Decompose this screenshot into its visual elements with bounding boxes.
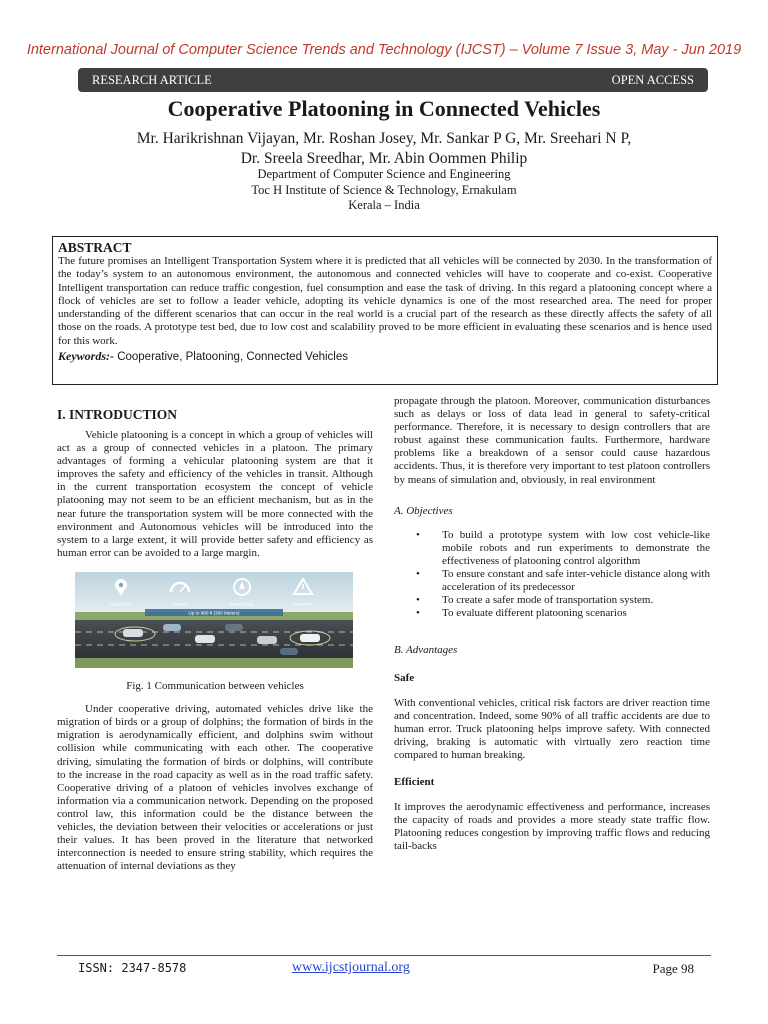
objective-1: To build a prototype system with low cost vehicle-like mobile robots and run experiments to demonstrate the effectiveness of platooning control algorithm (442, 528, 710, 567)
footer (78, 961, 694, 979)
safe-heading: Safe (394, 671, 415, 684)
car-3 (195, 635, 215, 643)
affiliation-institute: Toc H Institute of Science & Technology, Ernakulam (251, 182, 517, 197)
authors-line-1: Mr. Harikrishnan Vijayan, Mr. Roshan Josey, Mr. Sankar P G, Mr. Sreehari N P, (136, 130, 632, 147)
efficient-paragraph: It improves the aerodynamic effectiveness and performance, increases the capacity of roads and provides a more steady state traffic flow. Platooning reduces congestion by improving traffic flows and reducing tail-backs (394, 801, 710, 853)
abstract-text: The future promises an Intelligent Transportation System where it is predicted that all vehicles will be connected by 2030. In the transformation of the today’s system to an autonomous environment, the autonomous and connected vehicles will have to cooperate and co-exist. Cooperative Intelligent transportation can reduce traffic congestion, fuel consumption and ease the task of driving. In this regard a platooning concept where a flock of vehicles are set to follow a leader vehicle, adopting its vehicle dynamics is one of the most researched area. The need for proper understanding of the different scenarios that can occur in the real world is a crucial part of the research as these directly affects the safety of all those on the roads. A prototype test bed, due to low cost and scalability proved to be more efficient in evaluating these scenarios and is hence used for this work. (58, 255, 712, 347)
abstract-box (52, 236, 718, 385)
bullet-icon: • (416, 568, 420, 581)
figure-communication-vehicles (75, 572, 353, 668)
intro-paragraph-2: Under cooperative driving, automated vehicles drive like the migration of birds or a group of dolphins; the formation of birds in the migration is aerodynamically efficient, and dolphins swim without collision while communicating with each other. The cooperative driving, simulating the formation of birds or dolphins, will contribute to the increase in the road capacity as well as in the road traffic safety. Cooperative driving of a platoon of vehicles involves exchange of information via a communication network. Depending on the proposed control law, this information could be the distance between the vehicles, the deviation between their velocities or accelerations or just their values. It has been proved in the literature that networked interconnection is needed to ensure string stability, which requires the attenuation of internal deviations as they (57, 703, 373, 873)
abstract-heading: ABSTRACT (58, 240, 132, 255)
paper-title: Cooperative Platooning in Connected Vehicles (167, 96, 601, 121)
keywords-text: Cooperative, Platooning, Connected Vehicles (114, 351, 348, 364)
objective-2: To ensure constant and safe inter-vehicle distance along with acceleration of its predecessor (442, 568, 710, 594)
advantages-heading: B. Advantages (394, 644, 458, 657)
right-column (394, 395, 710, 854)
car-5 (257, 636, 277, 644)
efficient-heading: Efficient (394, 776, 435, 789)
objective-4: To evaluate different platooning scenarios (442, 607, 627, 620)
bullet-icon: • (416, 528, 420, 541)
authors-line-2: Dr. Sreela Sreedhar, Mr. Abin Oommen Philip (240, 150, 528, 167)
continuation-paragraph: propagate through the platoon. Moreover, communication disturbances such as delays or loss of data lead in general to safety-critical performance. Therefore, it is necessary to design controllers that are robust against these communication faults. Furthermore, hardware problems like a breakdown of a sensor could cause hazardous accidents. Thus, it is therefore very important to test platoon controllers by means of simulation and, obviously, in real environment (394, 395, 710, 486)
left-column (57, 395, 373, 873)
journal-header: International Journal of Computer Science Trends and Technology (IJCST) – Volume 7 Issue 3, May - Jun 2019 (26, 42, 742, 58)
authors (0, 129, 768, 169)
car-4 (225, 624, 243, 631)
bullet-icon: • (416, 594, 420, 607)
objectives-heading: A. Objectives (394, 504, 453, 517)
list-item (416, 529, 710, 568)
footer-page-number: Page 98 (652, 961, 694, 976)
affiliation-location: Kerala – India (348, 198, 420, 212)
figure-label-speed: SPEED (172, 601, 188, 607)
keywords (58, 349, 712, 365)
keywords-label: Keywords:- (58, 349, 114, 364)
list-item (416, 568, 710, 594)
list-item (416, 594, 710, 607)
footer-journal-link[interactable]: www.ijcstjournal.org (292, 960, 410, 975)
bullet-icon: • (416, 607, 420, 620)
intro-paragraph-1: Vehicle platooning is a concept in which a group of vehicles will act as a group of connected vehicles in a platoon. The primary advantages of forming a vehicular platooning system are that it improves the safety and efficiency of the vehicles in transit. Although in the current transportation ecosystem the concept of vehicle platooning may not seem to be an efficient mechanism, but as in the near future the transportation system will be more connected with the environment and Autonomous vehicles will be introduced into the system to a large extent, it will provide better safety and efficiency as human error can be avoided to a large margin. (57, 429, 373, 559)
car-7 (280, 648, 298, 655)
intro-heading: I. INTRODUCTION (57, 407, 178, 422)
figure-label-location: LOCATION (109, 601, 133, 607)
figure-label-direction: DIRECTION (229, 601, 255, 607)
car-6 (300, 634, 320, 642)
footer-divider (57, 955, 711, 956)
figure-caption: Fig. 1 Communication between vehicles (126, 680, 304, 693)
safe-paragraph: With conventional vehicles, critical risk factors are driver reaction time and concentration. Indeed, some 90% of all traffic accidents are due to human error. Truck platooning helps improve safety. With connected driving, braking is automatic with virtually zero reaction time compared to human breaking. (394, 696, 710, 761)
open-access-label: OPEN ACCESS (611, 72, 694, 87)
affiliation (0, 167, 768, 214)
figure-banner: Up to 980 ft (300 Meters) (188, 610, 240, 616)
car-2 (163, 624, 181, 631)
objectives-list (416, 529, 710, 621)
affiliation-dept: Department of Computer Science and Engineering (257, 167, 511, 181)
figure-label-traffic: TRAFFIC (293, 601, 313, 607)
car-1 (123, 629, 143, 637)
article-type-bar (78, 68, 708, 92)
objective-3: To create a safer mode of transportation system. (442, 594, 654, 607)
article-type-label: RESEARCH ARTICLE (92, 72, 212, 87)
footer-issn: ISSN: 2347-8578 (78, 961, 187, 975)
list-item (416, 607, 710, 620)
figure-grass-bottom (75, 658, 353, 668)
